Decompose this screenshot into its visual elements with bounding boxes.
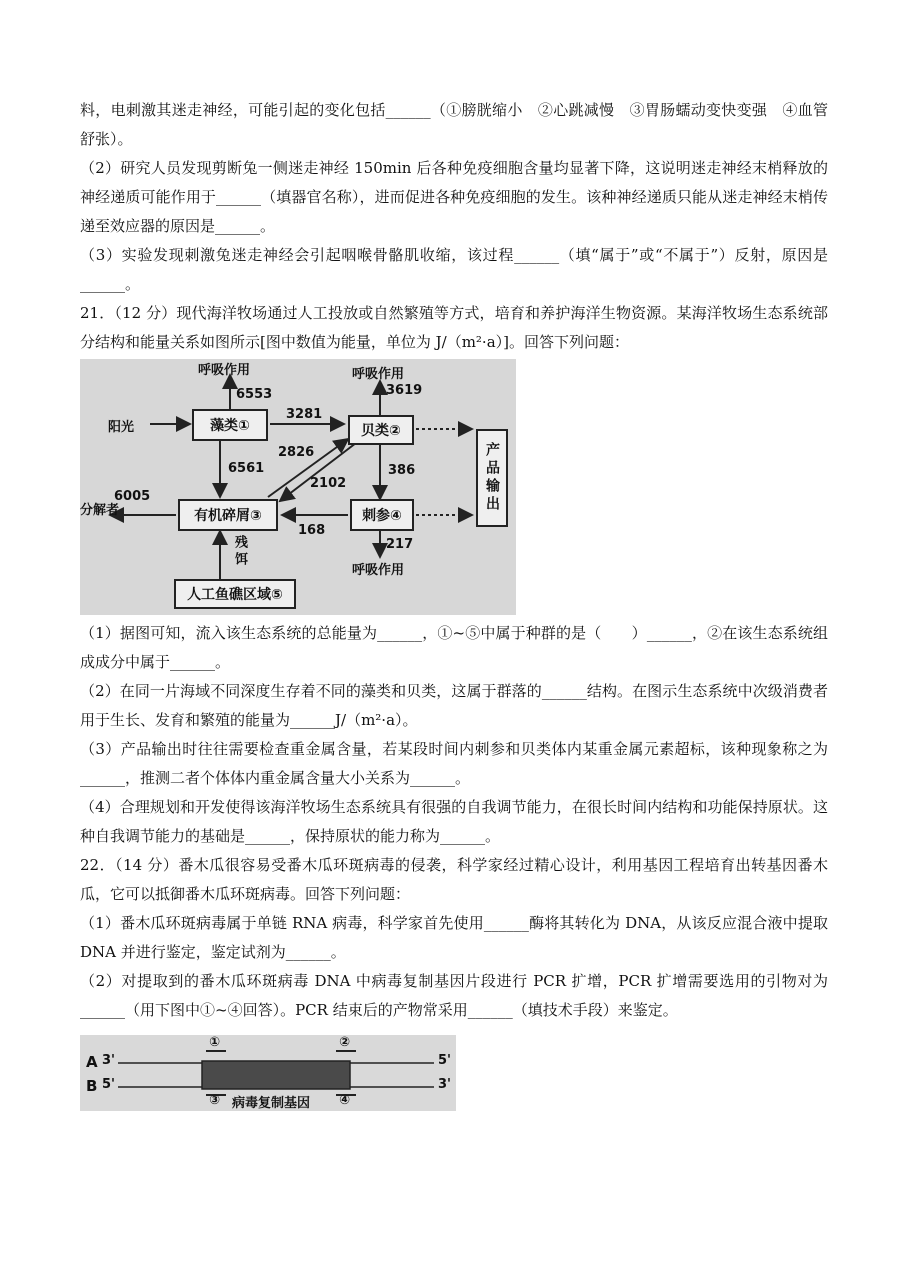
strand-a-left-end: 3' [102,1053,116,1068]
value-to-decomposer: 6005 [114,489,151,504]
value-seacucumber-to-detritus: 168 [298,523,326,538]
label-respiration-shellfish: 呼吸作用 [352,367,405,382]
q20-part3: （3）实验发现刺激兔迷走神经会引起咽喉骨骼肌收缩，该过程______（填“属于”或“不属于”）反射，原因是______。 [80,246,828,293]
q21-part3: （3）产品输出时往往需要检查重金属含量，若某段时间内刺参和贝类体内某重金属元素超标，该种现象称之为______，推测二者个体体内重金属含量大小关系为______。 [80,740,828,787]
node-algae: 藻类① [192,409,268,441]
value-algae-to-detritus: 6561 [228,461,265,476]
q21-part2: （2）在同一片海域不同深度生存着不同的藻类和贝类，这属于群落的______结构。在图示生态系统中次级消费者用于生长、发育和繁殖的能量为______J/（m²·a）。 [80,682,828,729]
label-sunlight: 阳光 [108,420,135,435]
pcr-primer-diagram [80,1035,456,1111]
strand-a-label: A [86,1053,98,1071]
primer-1-label: ① [209,1035,221,1050]
q22-stem: 22．（14 分）番木瓜很容易受番木瓜环斑病毒的侵袭，科学家经过精心设计，利用基因工程培育出转基因番木瓜，它可以抵御番木瓜环斑病毒。回答下列问题： [80,856,828,903]
node-seacucumber: 刺参④ [350,499,414,531]
label-respiration-seacucumber: 呼吸作用 [352,563,405,578]
node-reef: 人工鱼礁区域⑤ [174,579,296,609]
primer-4-label: ④ [339,1093,351,1108]
q20-part2: （2）研究人员发现剪断兔一侧迷走神经 150min 后各种免疫细胞含量均显著下降，这说明迷走神经末梢释放的神经递质可能作用于______（填器官名称），进而促进各种免疫细胞的发生。该种神经递质只能从迷走神经末梢传递至效应器的原因是______。 [80,159,828,235]
primer-2-label: ② [339,1035,351,1050]
node-shellfish: 贝类② [348,415,414,445]
exam-page [80,96,828,1111]
energy-flow-arrows [80,359,516,615]
node-product-output: 产品输出 [476,429,508,527]
value-shellfish-to-detritus: 2102 [310,476,347,491]
value-shellfish-to-seacucumber: 386 [388,463,416,478]
q22-part2: （2）对提取到的番木瓜环斑病毒 DNA 中病毒复制基因片段进行 PCR 扩增，PCR 扩增需要选用的引物对为______（用下图中①~④回答）。PCR 结束后的产物常采用______（填技术手段）来鉴定。 [80,972,828,1019]
value-algae-to-shellfish: 3281 [286,407,323,422]
value-algae-respiration: 6553 [236,387,273,402]
energy-flow-diagram [80,359,516,615]
strand-a-right-end: 5' [438,1053,452,1068]
strand-b-right-end: 3' [438,1077,452,1092]
q21-part4: （4）合理规划和开发使得该海洋牧场生态系统具有很强的自我调节能力，在很长时间内结构和功能保持原状。这种自我调节能力的基础是______，保持原状的能力称为______。 [80,798,828,845]
label-decomposer: 分解者 [80,503,120,518]
strand-b-label: B [86,1077,98,1095]
value-detritus-to-shellfish: 2826 [278,445,315,460]
primer-3-label: ③ [209,1093,221,1108]
q22-part1: （1）番木瓜环斑病毒属于单链 RNA 病毒，科学家首先使用______酶将其转化为 DNA，从该反应混合液中提取 DNA 并进行鉴定，鉴定试剂为______。 [80,914,828,961]
label-respiration-algae: 呼吸作用 [198,363,251,378]
strand-b-left-end: 5' [102,1077,116,1092]
q21-stem: 21．（12 分）现代海洋牧场通过人工投放或自然繁殖等方式，培育和养护海洋生物资源。某海洋牧场生态系统部分结构和能量关系如图所示[图中数值为能量，单位为 J/（m²·a）]。回答下列问题： [80,304,828,351]
value-shellfish-respiration: 3619 [386,383,423,398]
viral-replication-gene-label: 病毒复制基因 [232,1096,311,1111]
label-bait: 残饵 [232,535,247,569]
node-detritus: 有机碎屑③ [178,499,278,531]
q20-continuation: 料，电刺激其迷走神经，可能引起的变化包括______（①膀胱缩小 ②心跳减慢 ③胃肠蠕动变快变强 ④血管舒张）。 [80,101,828,148]
q21-part1: （1）据图可知，流入该生态系统的总能量为______，①~⑤中属于种群的是（ ）______，②在该生态系统组成成分中属于______。 [80,624,828,671]
value-seacucumber-respiration: 217 [386,537,414,552]
